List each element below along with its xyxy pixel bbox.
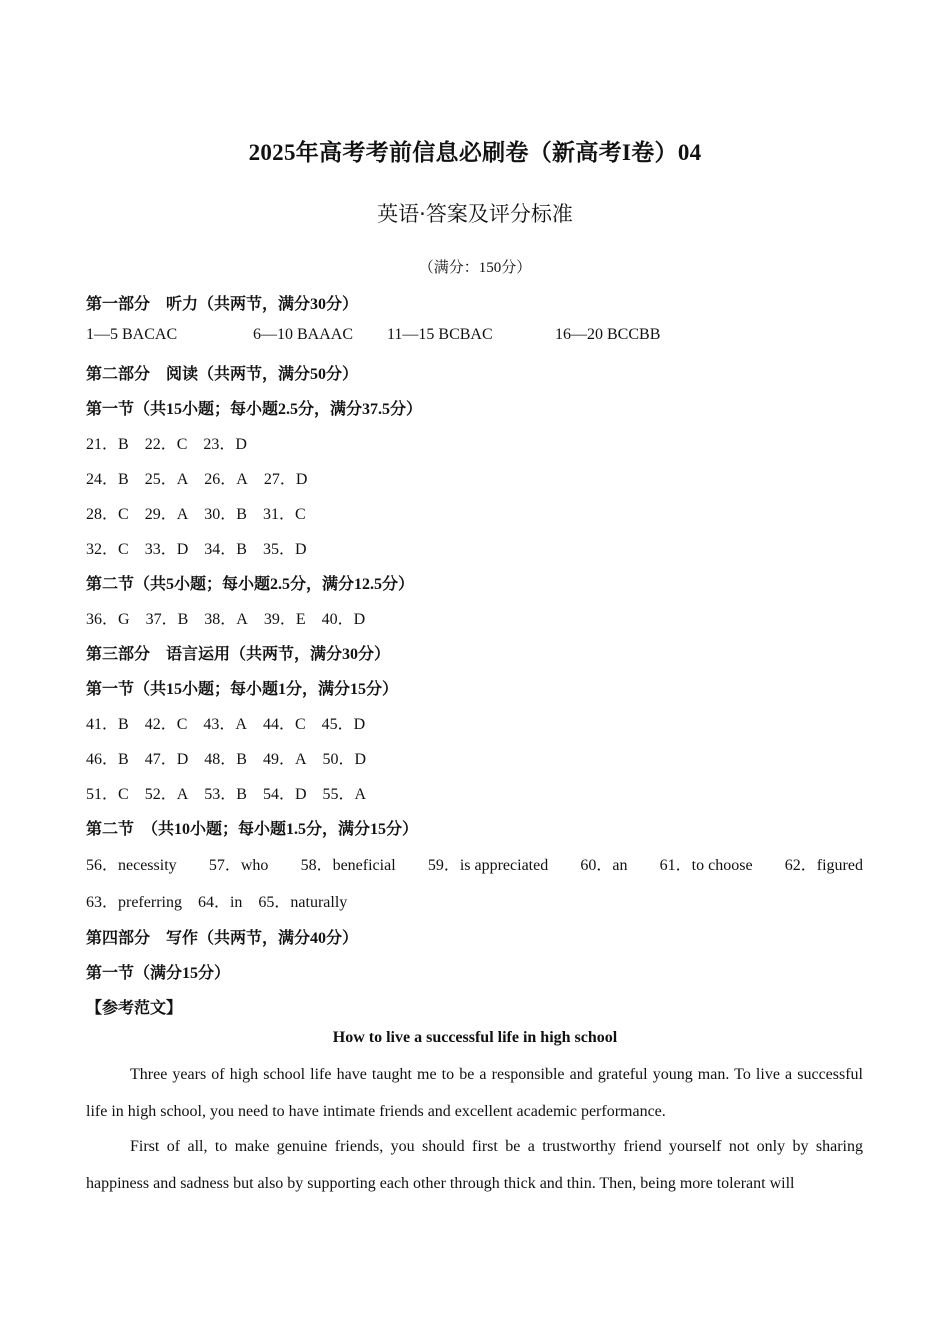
answer-row xyxy=(86,889,347,912)
answer-item: 24．B xyxy=(86,471,129,488)
answer-item: 57．who xyxy=(208,857,269,874)
answer-item: 32．C xyxy=(86,541,129,558)
answer-item: 58．beneficial xyxy=(300,857,396,874)
answer-item: 48．B xyxy=(204,751,247,768)
sample-essay-label: 【参考范文】 xyxy=(86,1000,183,1017)
answer-item: 50．D xyxy=(322,751,367,768)
document-title: 2025年高考考前信息必刷卷（新高考I卷）04 xyxy=(248,140,702,165)
answer-group: 16—20 BCCBB xyxy=(555,326,661,343)
essay-title: How to live a successful life in high school xyxy=(332,1029,618,1046)
answer-item: 27．D xyxy=(263,471,308,488)
answer-item: 28．C xyxy=(86,506,129,523)
answer-item: 59．is appreciated xyxy=(427,857,549,874)
answer-item: 39．E xyxy=(263,611,306,628)
listening-answers xyxy=(86,326,863,346)
answer-item: 60．an xyxy=(580,857,628,874)
answer-row xyxy=(86,431,247,454)
answer-group: 6—10 BAAAC xyxy=(253,326,354,343)
answer-item: 23．D xyxy=(203,436,247,453)
answer-item: 49．A xyxy=(262,751,307,768)
answer-item: 37．B xyxy=(145,611,189,628)
answer-item: 55．A xyxy=(322,786,367,803)
part2-section1-heading: 第一节（共15小题；每小题2.5分，满分37.5分） xyxy=(86,401,423,418)
part1-heading: 第一部分 听力（共两节，满分30分） xyxy=(86,296,359,313)
answer-item: 30．B xyxy=(204,506,247,523)
answer-item: 33．D xyxy=(144,541,189,558)
answer-item: 65．naturally xyxy=(258,894,348,911)
answer-item: 21．B xyxy=(86,436,129,453)
answer-row xyxy=(86,536,307,559)
answer-item: 25．A xyxy=(144,471,189,488)
answer-group: 1—5 BACAC xyxy=(86,326,178,343)
answer-row xyxy=(86,746,366,769)
answer-row xyxy=(86,606,365,629)
document-subtitle: 英语·答案及评分标准 xyxy=(377,202,573,226)
answer-item: 34．B xyxy=(204,541,247,558)
part3-section2-heading: 第二节 （共10小题；每小题1.5分，满分15分） xyxy=(86,821,419,838)
part3-heading: 第三部分 语言运用（共两节，满分30分） xyxy=(86,646,391,663)
answer-item: 56．necessity xyxy=(86,857,177,874)
answer-row xyxy=(86,501,306,524)
answer-item: 64．in xyxy=(197,894,243,911)
part4-section1-heading: 第一节（满分15分） xyxy=(86,965,231,982)
answer-item: 26．A xyxy=(204,471,248,488)
answer-item: 36．G xyxy=(86,611,130,628)
answer-row xyxy=(86,711,365,734)
answer-item: 43．A xyxy=(203,716,247,733)
answer-item: 63．preferring xyxy=(86,894,182,911)
part4-heading: 第四部分 写作（共两节，满分40分） xyxy=(86,930,359,947)
part2-heading: 第二部分 阅读（共两节，满分50分） xyxy=(86,366,359,383)
answer-row xyxy=(86,466,307,489)
answer-item: 61．to choose xyxy=(659,857,753,874)
answer-item: 42．C xyxy=(144,716,188,733)
answer-item: 53．B xyxy=(204,786,247,803)
answer-item: 41．B xyxy=(86,716,129,733)
essay-paragraph: Three years of high school life have taught me to be a responsible and grateful young man. To live a successful life in high school, you need to have intimate friends and excellent academic performance. xyxy=(86,1066,863,1120)
fill-in-answers-row xyxy=(86,852,863,875)
answer-item: 62．figured xyxy=(784,857,863,874)
answer-row xyxy=(86,781,366,804)
answer-item: 52．A xyxy=(144,786,189,803)
answer-item: 46．B xyxy=(86,751,129,768)
answer-item: 51．C xyxy=(86,786,129,803)
answer-item: 22．C xyxy=(144,436,188,453)
answer-item: 44．C xyxy=(262,716,306,733)
answer-item: 38．A xyxy=(204,611,248,628)
part3-section1-heading: 第一节（共15小题；每小题1分，满分15分） xyxy=(86,681,399,698)
answer-item: 40．D xyxy=(321,611,366,628)
answer-item: 31．C xyxy=(262,506,306,523)
essay-paragraph: First of all, to make genuine friends, you should first be a trustworthy friend yourself not only by sharing happiness and sadness but also by supporting each other through thick and thin. Then, being more tolerant will xyxy=(86,1138,863,1192)
answer-item: 54．D xyxy=(262,786,307,803)
answer-item: 47．D xyxy=(144,751,189,768)
part2-section2-heading: 第二节（共5小题；每小题2.5分，满分12.5分） xyxy=(86,576,415,593)
answer-item: 29．A xyxy=(144,506,189,523)
answer-item: 45．D xyxy=(321,716,366,733)
answer-group: 11—15 BCBAC xyxy=(387,326,493,343)
answer-item: 35．D xyxy=(262,541,307,558)
full-score-note: （满分：150分） xyxy=(418,260,532,276)
